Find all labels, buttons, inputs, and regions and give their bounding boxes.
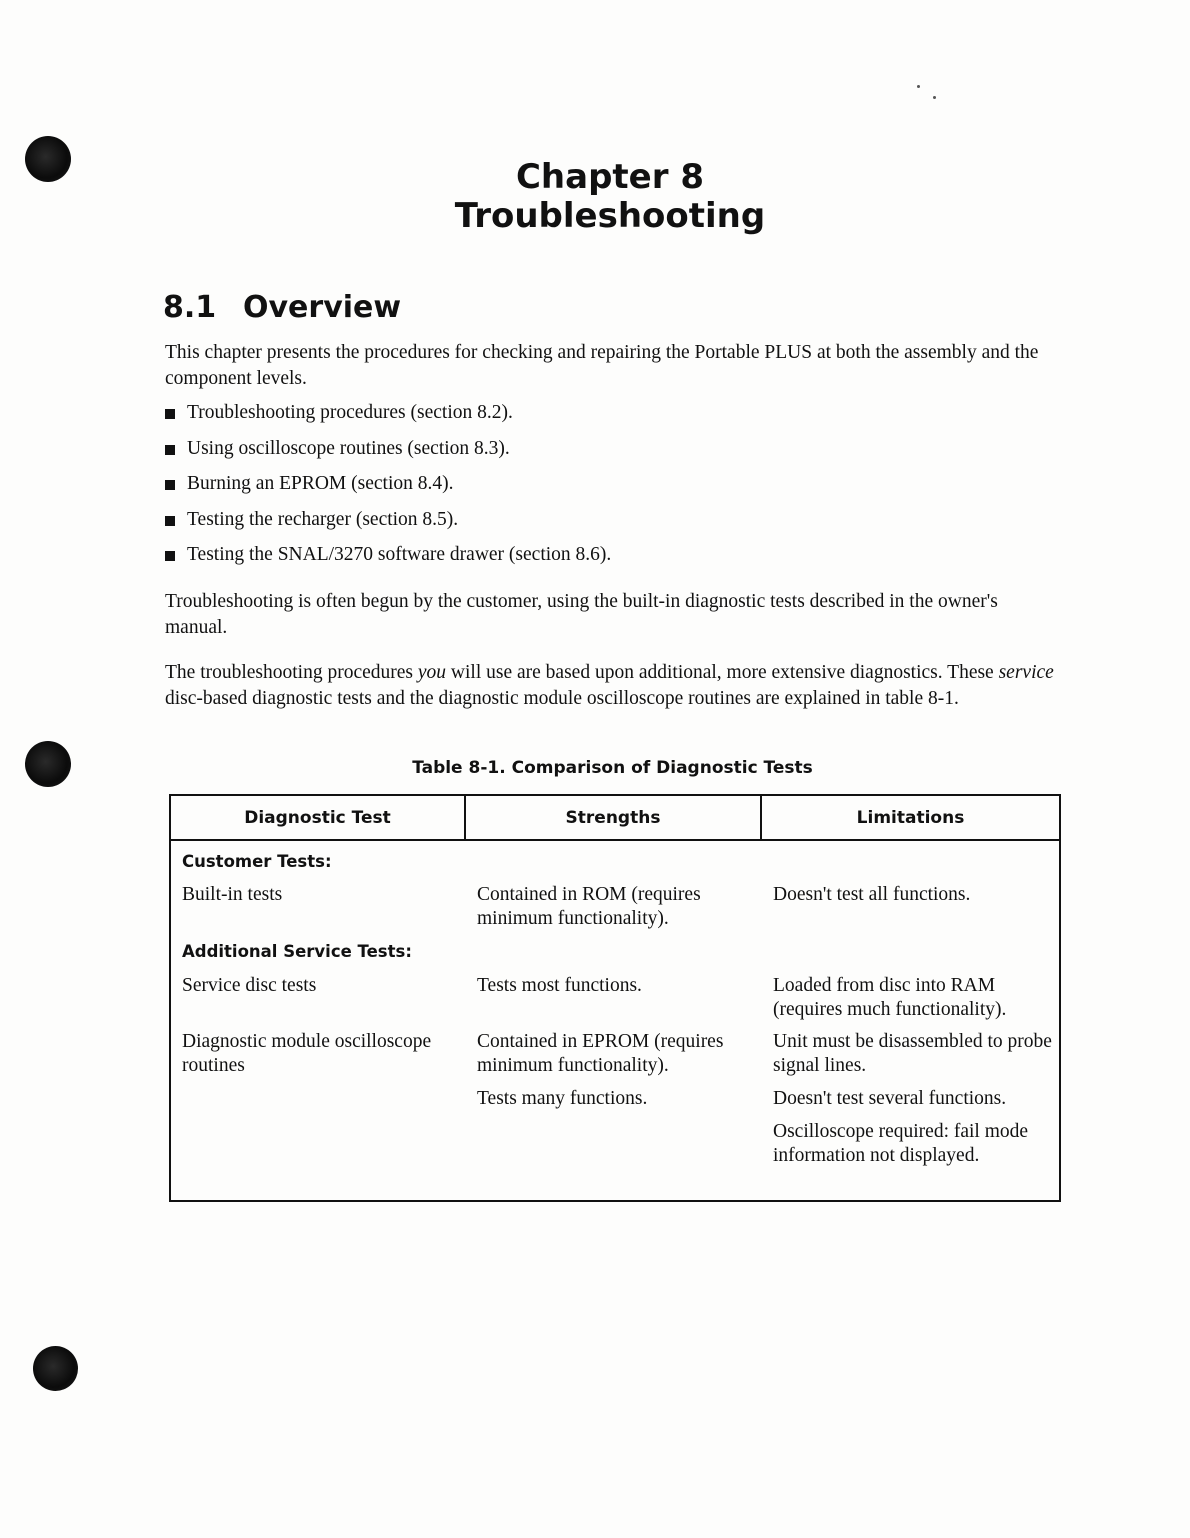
customer-diagnostics-paragraph: Troubleshooting is often begun by the customer, using the built-in diagnostic tests described in the owner's manual. (165, 591, 998, 638)
table-cell-test: Built-in tests (182, 884, 283, 905)
list-item: Testing the recharger (section 8.5). (165, 507, 611, 543)
chapter-label: Chapter 8 (515, 157, 704, 197)
section-title: Overview (243, 290, 402, 325)
bullet-square-icon (165, 445, 175, 455)
bullet-square-icon (165, 409, 175, 419)
column-header-limitations: Limitations (856, 808, 965, 828)
topic-list (165, 400, 611, 578)
table-cell-strengths: Tests many functions. (477, 1088, 648, 1109)
table-cell-limitations: Unit must be disassembled to probe signal lines. (773, 1031, 1052, 1076)
intro-paragraph: This chapter presents the procedures for checking and repairing the Portable PLUS at both the assembly and the component levels. (165, 342, 1039, 389)
punch-hole-bottom (33, 1346, 78, 1391)
column-header-diagnostic-test: Diagnostic Test (171, 796, 466, 839)
service-diagnostics-paragraph: The troubleshooting procedures you will use are based upon additional, more extensive diagnostics. These service disc-based diagnostic tests and the diagnostic module oscilloscope routines are explained in table 8-1. (165, 662, 1054, 709)
bullet-square-icon (165, 480, 175, 490)
table-cell-limitations: Loaded from disc into RAM (requires much functionality). (773, 975, 1007, 1020)
list-item: Troubleshooting procedures (section 8.2). (165, 400, 611, 436)
bullet-square-icon (165, 551, 175, 561)
table-cell-strengths: Tests most functions. (477, 975, 642, 996)
bullet-square-icon (165, 516, 175, 526)
scan-speck (933, 96, 936, 99)
table-header (171, 796, 1059, 841)
diagnostic-tests-table (169, 794, 1061, 1202)
scan-speck (917, 85, 920, 88)
section-number: 8.1 (163, 290, 217, 325)
table-cell-strengths: Contained in ROM (requires minimum functionality). (477, 884, 701, 929)
column-header-strengths: Strengths (466, 796, 762, 839)
table-cell-test: Diagnostic module oscilloscope routines (182, 1031, 432, 1076)
list-item: Burning an EPROM (section 8.4). (165, 471, 611, 507)
table-cell-limitations: Doesn't test several functions. (773, 1088, 1007, 1109)
table-cell-strengths: Contained in EPROM (requires minimum functionality). (477, 1031, 724, 1076)
table-cell-limitations: Oscilloscope required: fail mode information not displayed. (773, 1121, 1029, 1166)
group-label-customer-tests: Customer Tests: (182, 852, 332, 871)
table-cell-test: Service disc tests (182, 975, 317, 996)
table-cell-limitations: Doesn't test all functions. (773, 884, 971, 905)
list-item: Using oscilloscope routines (section 8.3). (165, 436, 611, 472)
list-item: Testing the SNAL/3270 software drawer (section 8.6). (165, 542, 611, 578)
group-label-additional-service-tests: Additional Service Tests: (182, 942, 412, 961)
table-caption: Table 8-1. Comparison of Diagnostic Tests (412, 758, 813, 778)
section-heading (163, 290, 401, 325)
chapter-title: Troubleshooting (454, 196, 766, 236)
chapter-heading (0, 158, 1190, 236)
